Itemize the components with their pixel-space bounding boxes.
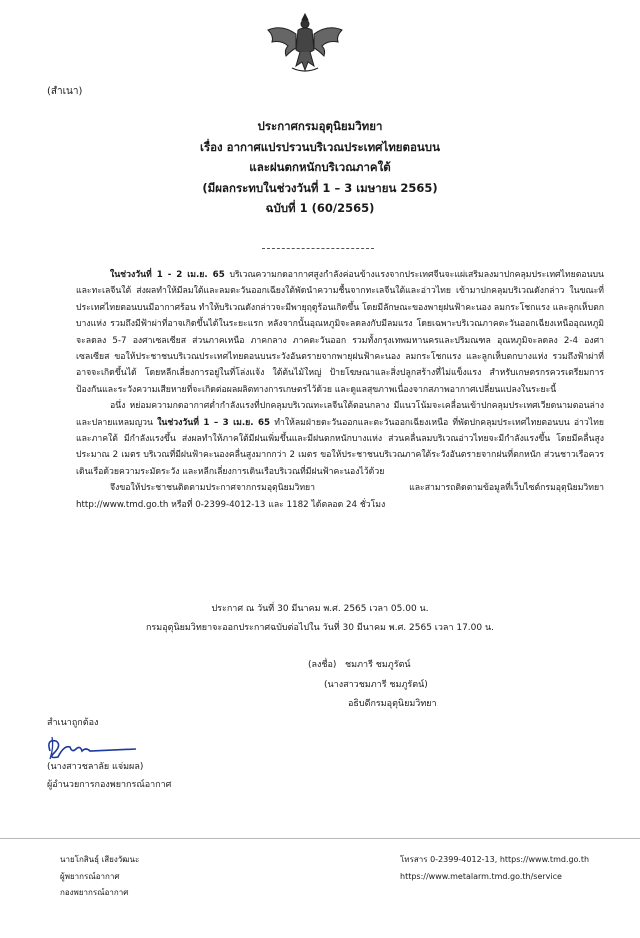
announcement-body — [76, 267, 604, 513]
footer-fax-website: โทรสาร 0-2399-4012-13, https://www.tmd.go.th — [400, 855, 590, 864]
signed-name: ชมภารี ชมภูรัตน์ — [345, 660, 411, 670]
announcement-header — [0, 116, 640, 219]
next-announcement: กรมอุตุนิยมวิทยาจะออกประกาศฉบับต่อไปใน วันที่ 30 มีนาคม พ.ศ. 2565 เวลา 17.00 น. — [145, 623, 494, 633]
forecaster-name: นายโกสินธุ์ เสียงวัฒนะ — [60, 855, 140, 864]
period-highlight-2: ในช่วงวันที่ 1 – 3 เม.ย. 65 — [157, 417, 271, 428]
signer-position: อธิบดีกรมอุตุนิยมวิทยา — [348, 699, 437, 709]
certified-label: สำเนาถูกต้อง — [47, 718, 99, 728]
copy-mark: (สำเนา) — [47, 86, 83, 97]
effective-period: (มีผลกระทบในช่วงวันที่ 1 – 3 เมษายน 2565) — [202, 180, 438, 195]
signer-full-name: (นางสาวชมภารี ชมภูรัตน์) — [324, 679, 428, 690]
paragraph-1-text: บริเวณความกดอากาศสูงกำลังค่อนข้างแรงจากประเทศจีนจะแผ่เสริมลงมาปกคลุมประเทศไทยตอนบนและทะเลจีนใต้ ส่งผลทำให้มีลมใต้และลมตะวันออกเฉียงใต้พัดนำความชื้นจากทะเลจีนใต้และอ่าวไทย เข้ามาปกคลุมบริเวณดังกล่าว ในขณะที่ประเทศไทยตอนบนมีอากาศร้อน ทำให้บริเวณดังกล่าวจะมีพายุฤดูร้อนเกิดขึ้น โดยมีลักษณะของพายุฝนฟ้าคะนอง ลมกระโชกแรง และลูกเห็บตกบางแห่ง รวมถึงมีฟ้าผ่าที่อาจเกิดขึ้นได้ในระยะแรก หลังจากนั้นอุณหภูมิจะลดลงกับมีลมแรง โดยเฉพาะบริเวณภาคตะวันออกเฉียงเหนืออุณหภูมิจะลดลง 5-7 องศาเซลเซียส ส่วนภาคเหนือ ภาคกลาง ภาคตะวันออก รวมทั้งกรุงเทพมหานครและปริมณฑล อุณหภูมิจะลดลง 2-4 องศาเซลเซียส ขอให้ประชาชนบริเวณประเทศไทยตอนบนระวังอันตรายจากพายุฝนฟ้าคะนอง ลมกระโชกแรง และลูกเห็บตกบางแห่ง รวมถึงฟ้าผ่าที่อาจจะเกิดขึ้นได้ โดยหลีกเลี่ยงการอยู่ในที่โล่งแจ้ง ใต้ต้นไม้ใหญ่ ป้ายโฆษณาและสิ่งปลูกสร้างที่ไม่แข็งแรง สำหรับเกษตรกรควรเตรียมการป้องกันและระวังความเสียหายที่จะเกิดต่อผลผลิตทางการเกษตรไว้ด้วย และดูแลสุขภาพเนื่องจากสภาพอากาศเปลี่ยนแปลงในระยะนี้ — [76, 270, 604, 395]
announcement-subject-cont: และฝนตกหนักบริเวณภาคใต้ — [249, 160, 391, 174]
handwritten-signature — [40, 733, 140, 763]
certifier-name: (นางสาวชลาลัย แจ่มผล) — [47, 762, 144, 772]
announcement-subject: เรื่อง อากาศแปรปรวนบริเวณประเทศไทยตอนบน — [200, 139, 440, 154]
forecaster-role: ผู้พยากรณ์อากาศ — [60, 871, 120, 881]
paragraph-2-text-a: อนึ่ง หย่อมความกดอากาศต่ำกำลังแรงที่ปกคลุมบริเวณทะเลจีนใต้ตอนกลาง มีแนวโน้มจะเคลื่อนเข้าปกคลุมประเทศเวียดนามตอนล่างและปลายแหลมญวน — [76, 401, 604, 428]
period-highlight-1: ในช่วงวันที่ 1 - 2 เม.ย. 65 — [110, 270, 225, 280]
footer-metalarm-url: https://www.metalarm.tmd.go.th/service — [400, 871, 562, 881]
body-paragraph-2 — [76, 398, 604, 480]
issue-number: ฉบับที่ 1 (60/2565) — [265, 201, 375, 215]
footer-contact-right — [400, 852, 589, 885]
footer-contact-left — [60, 852, 139, 902]
body-paragraph-3: จึงขอให้ประชาชนติดตามประกาศจากกรมอุตุนิยมวิทยา และสามารถติดตามข้อมูลที่เว็บไซต์กรมอุตุนิยมวิทยา http://www.tmd.go.th หรือที่ 0-2399-4012-13 และ 1182 ได้ตลอด 24 ชั่วโมง — [76, 483, 604, 510]
footer-divider — [0, 838, 640, 839]
signature-block — [308, 656, 437, 715]
announcement-title: ประกาศกรมอุตุนิยมวิทยา — [257, 119, 383, 133]
paragraph-2-text-b: ทำให้ลมฝ่ายตะวันออกและตะวันออกเฉียงเหนือ ที่พัดปกคลุมประเทศไทยตอนบน อ่าวไทย และภาคใต้ มีกำลังแรงขึ้น ส่งผลทำให้ภาคใต้มีฝนเพิ่มขึ้นและมีฝนตกหนักบางแห่ง ส่วนคลื่นลมบริเวณอ่าวไทยจะมีกำลังแรงขึ้น โดยมีคลื่นสูงประมาณ 2 เมตร บริเวณที่มีฝนฟ้าคะนองคลื่นสูงมากกว่า 2 เมตร ขอให้ประชาชนบริเวณภาคใต้ระวังอันตรายจากฝนที่ตกหนัก ส่วนชาวเรือควรเดินเรือด้วยความระมัดระวัง และหลีกเลี่ยงการเดินเรือบริเวณที่มีฝนฟ้าคะนองไว้ด้วย — [76, 417, 604, 477]
announced-at: ประกาศ ณ วันที่ 30 มีนาคม พ.ศ. 2565 เวลา 05.00 น. — [211, 604, 429, 614]
body-paragraph-1 — [76, 267, 604, 398]
signed-label: (ลงชื่อ) — [308, 660, 337, 670]
forecaster-division: กองพยากรณ์อากาศ — [60, 888, 129, 897]
header-divider — [262, 248, 374, 249]
announcement-dates — [0, 600, 640, 638]
garuda-emblem — [262, 10, 348, 76]
certifier-position: ผู้อำนวยการกองพยากรณ์อากาศ — [47, 780, 172, 790]
signed-line — [308, 656, 437, 676]
